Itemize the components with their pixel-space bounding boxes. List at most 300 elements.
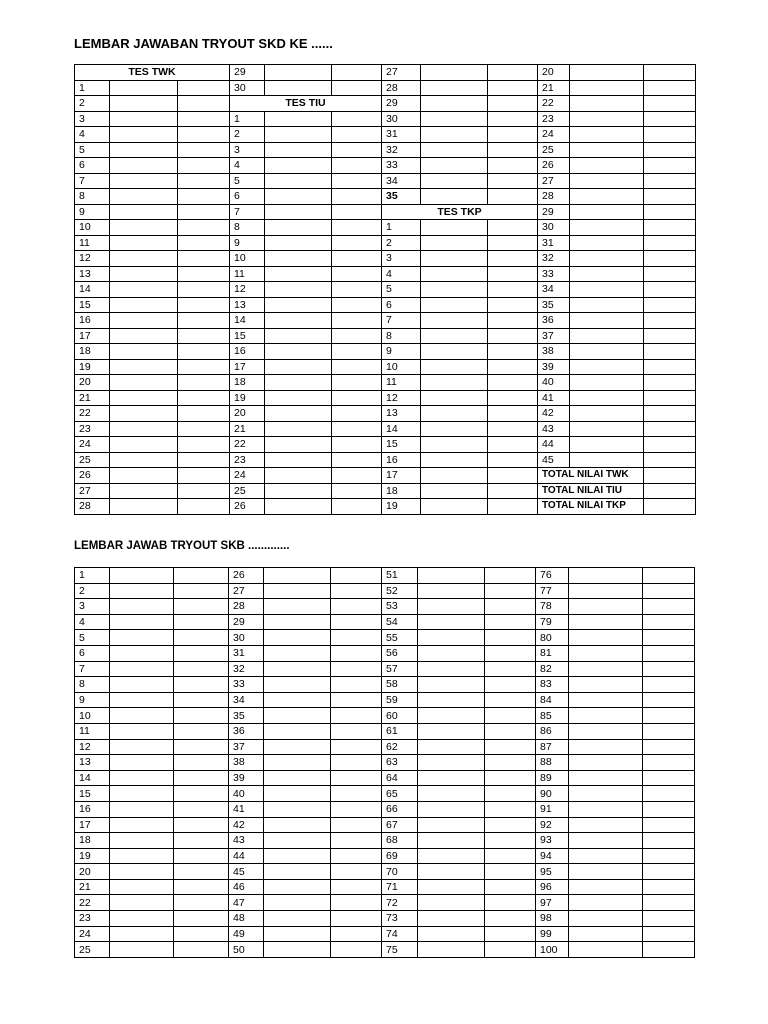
answer-cell[interactable]: [331, 630, 382, 646]
answer-cell[interactable]: [178, 297, 230, 313]
answer-cell[interactable]: [570, 406, 644, 422]
answer-cell[interactable]: [488, 65, 538, 81]
answer-cell[interactable]: [421, 328, 488, 344]
answer-cell[interactable]: [110, 483, 178, 499]
answer-cell[interactable]: [485, 630, 536, 646]
answer-cell[interactable]: [644, 235, 696, 251]
answer-cell[interactable]: [488, 282, 538, 298]
answer-cell[interactable]: [178, 406, 230, 422]
answer-cell[interactable]: [174, 661, 229, 677]
answer-cell[interactable]: [488, 421, 538, 437]
answer-cell[interactable]: [488, 266, 538, 282]
answer-cell[interactable]: [418, 723, 485, 739]
answer-cell[interactable]: [488, 297, 538, 313]
answer-cell[interactable]: [485, 677, 536, 693]
answer-cell[interactable]: [110, 661, 174, 677]
answer-cell[interactable]: [643, 630, 695, 646]
answer-cell[interactable]: [332, 111, 382, 127]
answer-cell[interactable]: [643, 895, 695, 911]
answer-cell[interactable]: [265, 499, 332, 515]
answer-cell[interactable]: [488, 359, 538, 375]
answer-cell[interactable]: [488, 328, 538, 344]
answer-cell[interactable]: [569, 583, 643, 599]
answer-cell[interactable]: [418, 708, 485, 724]
answer-cell[interactable]: [643, 817, 695, 833]
answer-cell[interactable]: [421, 251, 488, 267]
answer-cell[interactable]: [110, 390, 178, 406]
answer-cell[interactable]: [569, 723, 643, 739]
answer-cell[interactable]: [331, 879, 382, 895]
answer-cell[interactable]: [178, 390, 230, 406]
answer-cell[interactable]: [174, 801, 229, 817]
answer-cell[interactable]: [569, 895, 643, 911]
answer-cell[interactable]: [644, 375, 696, 391]
answer-cell[interactable]: [421, 468, 488, 484]
answer-cell[interactable]: [178, 282, 230, 298]
answer-cell[interactable]: [643, 755, 695, 771]
answer-cell[interactable]: [332, 251, 382, 267]
answer-cell[interactable]: [644, 282, 696, 298]
answer-cell[interactable]: [265, 359, 332, 375]
answer-cell[interactable]: [485, 661, 536, 677]
answer-cell[interactable]: [332, 406, 382, 422]
answer-cell[interactable]: [332, 297, 382, 313]
answer-cell[interactable]: [332, 468, 382, 484]
answer-cell[interactable]: [488, 375, 538, 391]
answer-cell[interactable]: [570, 80, 644, 96]
answer-cell[interactable]: [178, 359, 230, 375]
answer-cell[interactable]: [110, 359, 178, 375]
answer-cell[interactable]: [418, 692, 485, 708]
answer-cell[interactable]: [421, 452, 488, 468]
answer-cell[interactable]: [110, 375, 178, 391]
answer-cell[interactable]: [644, 80, 696, 96]
answer-cell[interactable]: [488, 96, 538, 112]
answer-cell[interactable]: [421, 127, 488, 143]
answer-cell[interactable]: [570, 189, 644, 205]
answer-cell[interactable]: [110, 421, 178, 437]
answer-cell[interactable]: [178, 421, 230, 437]
answer-cell[interactable]: [570, 313, 644, 329]
answer-cell[interactable]: [265, 111, 332, 127]
answer-cell[interactable]: [488, 142, 538, 158]
answer-cell[interactable]: [644, 189, 696, 205]
answer-cell[interactable]: [264, 942, 331, 958]
answer-cell[interactable]: [174, 568, 229, 584]
answer-cell[interactable]: [421, 390, 488, 406]
answer-cell[interactable]: [569, 708, 643, 724]
answer-cell[interactable]: [331, 911, 382, 927]
answer-cell[interactable]: [174, 786, 229, 802]
answer-cell[interactable]: [421, 266, 488, 282]
answer-cell[interactable]: [485, 568, 536, 584]
answer-cell[interactable]: [569, 661, 643, 677]
answer-cell[interactable]: [643, 848, 695, 864]
answer-cell[interactable]: [265, 65, 332, 81]
answer-cell[interactable]: [265, 468, 332, 484]
answer-cell[interactable]: [644, 142, 696, 158]
answer-cell[interactable]: [570, 452, 644, 468]
answer-cell[interactable]: [174, 864, 229, 880]
answer-cell[interactable]: [331, 848, 382, 864]
answer-cell[interactable]: [174, 614, 229, 630]
answer-cell[interactable]: [265, 204, 332, 220]
answer-cell[interactable]: [110, 406, 178, 422]
answer-cell[interactable]: [265, 452, 332, 468]
answer-cell[interactable]: [569, 739, 643, 755]
answer-cell[interactable]: [644, 452, 696, 468]
answer-cell[interactable]: [570, 375, 644, 391]
answer-cell[interactable]: [644, 421, 696, 437]
answer-cell[interactable]: [485, 879, 536, 895]
answer-cell[interactable]: [569, 786, 643, 802]
answer-cell[interactable]: [644, 251, 696, 267]
answer-cell[interactable]: [570, 437, 644, 453]
answer-cell[interactable]: [488, 468, 538, 484]
answer-cell[interactable]: [332, 328, 382, 344]
answer-cell[interactable]: [332, 266, 382, 282]
answer-cell[interactable]: [418, 630, 485, 646]
answer-cell[interactable]: [331, 568, 382, 584]
answer-cell[interactable]: [110, 723, 174, 739]
answer-cell[interactable]: [488, 499, 538, 515]
answer-cell[interactable]: [421, 111, 488, 127]
answer-cell[interactable]: [485, 692, 536, 708]
answer-cell[interactable]: [265, 437, 332, 453]
answer-cell[interactable]: [331, 833, 382, 849]
answer-cell[interactable]: [110, 96, 178, 112]
answer-cell[interactable]: [331, 677, 382, 693]
answer-cell[interactable]: [643, 568, 695, 584]
answer-cell[interactable]: [418, 568, 485, 584]
answer-cell[interactable]: [421, 344, 488, 360]
answer-cell[interactable]: [488, 483, 538, 499]
answer-cell[interactable]: [644, 499, 696, 515]
answer-cell[interactable]: [569, 817, 643, 833]
answer-cell[interactable]: [265, 483, 332, 499]
answer-cell[interactable]: [174, 911, 229, 927]
answer-cell[interactable]: [644, 127, 696, 143]
answer-cell[interactable]: [488, 390, 538, 406]
answer-cell[interactable]: [110, 568, 174, 584]
answer-cell[interactable]: [110, 158, 178, 174]
answer-cell[interactable]: [264, 911, 331, 927]
answer-cell[interactable]: [421, 189, 488, 205]
answer-cell[interactable]: [643, 942, 695, 958]
answer-cell[interactable]: [421, 235, 488, 251]
answer-cell[interactable]: [418, 926, 485, 942]
answer-cell[interactable]: [178, 483, 230, 499]
answer-cell[interactable]: [485, 770, 536, 786]
answer-cell[interactable]: [570, 251, 644, 267]
answer-cell[interactable]: [418, 661, 485, 677]
answer-cell[interactable]: [331, 692, 382, 708]
answer-cell[interactable]: [110, 111, 178, 127]
answer-cell[interactable]: [331, 801, 382, 817]
answer-cell[interactable]: [174, 692, 229, 708]
answer-cell[interactable]: [264, 614, 331, 630]
answer-cell[interactable]: [265, 251, 332, 267]
answer-cell[interactable]: [569, 911, 643, 927]
answer-cell[interactable]: [178, 452, 230, 468]
answer-cell[interactable]: [485, 801, 536, 817]
answer-cell[interactable]: [332, 483, 382, 499]
answer-cell[interactable]: [488, 220, 538, 236]
answer-cell[interactable]: [174, 630, 229, 646]
answer-cell[interactable]: [421, 359, 488, 375]
answer-cell[interactable]: [421, 96, 488, 112]
answer-cell[interactable]: [264, 630, 331, 646]
answer-cell[interactable]: [570, 111, 644, 127]
answer-cell[interactable]: [421, 142, 488, 158]
answer-cell[interactable]: [643, 645, 695, 661]
answer-cell[interactable]: [488, 406, 538, 422]
answer-cell[interactable]: [331, 723, 382, 739]
answer-cell[interactable]: [110, 677, 174, 693]
answer-cell[interactable]: [110, 770, 174, 786]
answer-cell[interactable]: [264, 739, 331, 755]
answer-cell[interactable]: [110, 801, 174, 817]
answer-cell[interactable]: [569, 833, 643, 849]
answer-cell[interactable]: [264, 817, 331, 833]
answer-cell[interactable]: [331, 645, 382, 661]
answer-cell[interactable]: [110, 911, 174, 927]
answer-cell[interactable]: [174, 817, 229, 833]
answer-cell[interactable]: [570, 390, 644, 406]
answer-cell[interactable]: [485, 848, 536, 864]
answer-cell[interactable]: [644, 390, 696, 406]
answer-cell[interactable]: [264, 708, 331, 724]
answer-cell[interactable]: [488, 313, 538, 329]
answer-cell[interactable]: [570, 421, 644, 437]
answer-cell[interactable]: [110, 173, 178, 189]
answer-cell[interactable]: [332, 437, 382, 453]
answer-cell[interactable]: [488, 437, 538, 453]
answer-cell[interactable]: [110, 468, 178, 484]
answer-cell[interactable]: [421, 220, 488, 236]
answer-cell[interactable]: [264, 723, 331, 739]
answer-cell[interactable]: [178, 328, 230, 344]
answer-cell[interactable]: [418, 770, 485, 786]
answer-cell[interactable]: [265, 406, 332, 422]
answer-cell[interactable]: [332, 158, 382, 174]
answer-cell[interactable]: [110, 452, 178, 468]
answer-cell[interactable]: [332, 80, 382, 96]
answer-cell[interactable]: [643, 833, 695, 849]
answer-cell[interactable]: [643, 801, 695, 817]
answer-cell[interactable]: [570, 344, 644, 360]
answer-cell[interactable]: [110, 739, 174, 755]
answer-cell[interactable]: [570, 65, 644, 81]
answer-cell[interactable]: [418, 583, 485, 599]
answer-cell[interactable]: [644, 96, 696, 112]
answer-cell[interactable]: [110, 926, 174, 942]
answer-cell[interactable]: [488, 235, 538, 251]
answer-cell[interactable]: [485, 723, 536, 739]
answer-cell[interactable]: [331, 614, 382, 630]
answer-cell[interactable]: [110, 708, 174, 724]
answer-cell[interactable]: [488, 173, 538, 189]
answer-cell[interactable]: [485, 833, 536, 849]
answer-cell[interactable]: [332, 189, 382, 205]
answer-cell[interactable]: [332, 127, 382, 143]
answer-cell[interactable]: [178, 173, 230, 189]
answer-cell[interactable]: [644, 437, 696, 453]
answer-cell[interactable]: [178, 220, 230, 236]
answer-cell[interactable]: [264, 583, 331, 599]
answer-cell[interactable]: [569, 926, 643, 942]
answer-cell[interactable]: [569, 864, 643, 880]
answer-cell[interactable]: [264, 926, 331, 942]
answer-cell[interactable]: [421, 313, 488, 329]
answer-cell[interactable]: [110, 864, 174, 880]
answer-cell[interactable]: [421, 158, 488, 174]
answer-cell[interactable]: [418, 599, 485, 615]
answer-cell[interactable]: [418, 895, 485, 911]
answer-cell[interactable]: [174, 645, 229, 661]
answer-cell[interactable]: [331, 895, 382, 911]
answer-cell[interactable]: [178, 158, 230, 174]
answer-cell[interactable]: [265, 189, 332, 205]
answer-cell[interactable]: [178, 80, 230, 96]
answer-cell[interactable]: [644, 297, 696, 313]
answer-cell[interactable]: [110, 848, 174, 864]
answer-cell[interactable]: [331, 755, 382, 771]
answer-cell[interactable]: [418, 942, 485, 958]
answer-cell[interactable]: [643, 911, 695, 927]
answer-cell[interactable]: [418, 801, 485, 817]
answer-cell[interactable]: [643, 614, 695, 630]
answer-cell[interactable]: [265, 282, 332, 298]
answer-cell[interactable]: [418, 848, 485, 864]
answer-cell[interactable]: [485, 942, 536, 958]
answer-cell[interactable]: [570, 297, 644, 313]
answer-cell[interactable]: [110, 786, 174, 802]
answer-cell[interactable]: [265, 313, 332, 329]
answer-cell[interactable]: [110, 282, 178, 298]
answer-cell[interactable]: [644, 111, 696, 127]
answer-cell[interactable]: [570, 158, 644, 174]
answer-cell[interactable]: [569, 645, 643, 661]
answer-cell[interactable]: [178, 235, 230, 251]
answer-cell[interactable]: [643, 723, 695, 739]
answer-cell[interactable]: [418, 911, 485, 927]
answer-cell[interactable]: [569, 568, 643, 584]
answer-cell[interactable]: [488, 158, 538, 174]
answer-cell[interactable]: [644, 266, 696, 282]
answer-cell[interactable]: [488, 251, 538, 267]
answer-cell[interactable]: [264, 801, 331, 817]
answer-cell[interactable]: [331, 817, 382, 833]
answer-cell[interactable]: [570, 282, 644, 298]
answer-cell[interactable]: [644, 483, 696, 499]
answer-cell[interactable]: [644, 313, 696, 329]
answer-cell[interactable]: [174, 942, 229, 958]
answer-cell[interactable]: [331, 583, 382, 599]
answer-cell[interactable]: [570, 127, 644, 143]
answer-cell[interactable]: [174, 833, 229, 849]
answer-cell[interactable]: [110, 614, 174, 630]
answer-cell[interactable]: [331, 926, 382, 942]
answer-cell[interactable]: [569, 879, 643, 895]
answer-cell[interactable]: [178, 437, 230, 453]
answer-cell[interactable]: [418, 645, 485, 661]
answer-cell[interactable]: [265, 328, 332, 344]
answer-cell[interactable]: [174, 770, 229, 786]
answer-cell[interactable]: [570, 235, 644, 251]
answer-cell[interactable]: [110, 142, 178, 158]
answer-cell[interactable]: [569, 770, 643, 786]
answer-cell[interactable]: [264, 879, 331, 895]
answer-cell[interactable]: [174, 895, 229, 911]
answer-cell[interactable]: [174, 848, 229, 864]
answer-cell[interactable]: [264, 833, 331, 849]
answer-cell[interactable]: [178, 189, 230, 205]
answer-cell[interactable]: [418, 677, 485, 693]
answer-cell[interactable]: [178, 468, 230, 484]
answer-cell[interactable]: [569, 599, 643, 615]
answer-cell[interactable]: [174, 583, 229, 599]
answer-cell[interactable]: [178, 266, 230, 282]
answer-cell[interactable]: [174, 755, 229, 771]
answer-cell[interactable]: [178, 344, 230, 360]
answer-cell[interactable]: [264, 568, 331, 584]
answer-cell[interactable]: [418, 614, 485, 630]
answer-cell[interactable]: [421, 437, 488, 453]
answer-cell[interactable]: [418, 739, 485, 755]
answer-cell[interactable]: [264, 599, 331, 615]
answer-cell[interactable]: [331, 661, 382, 677]
answer-cell[interactable]: [643, 864, 695, 880]
answer-cell[interactable]: [570, 204, 644, 220]
answer-cell[interactable]: [485, 599, 536, 615]
answer-cell[interactable]: [418, 833, 485, 849]
answer-cell[interactable]: [485, 895, 536, 911]
answer-cell[interactable]: [421, 80, 488, 96]
answer-cell[interactable]: [110, 755, 174, 771]
answer-cell[interactable]: [110, 879, 174, 895]
answer-cell[interactable]: [570, 96, 644, 112]
answer-cell[interactable]: [332, 390, 382, 406]
answer-cell[interactable]: [332, 499, 382, 515]
answer-cell[interactable]: [265, 235, 332, 251]
answer-cell[interactable]: [110, 645, 174, 661]
answer-cell[interactable]: [644, 204, 696, 220]
answer-cell[interactable]: [421, 173, 488, 189]
answer-cell[interactable]: [569, 630, 643, 646]
answer-cell[interactable]: [485, 786, 536, 802]
answer-cell[interactable]: [110, 437, 178, 453]
answer-cell[interactable]: [264, 864, 331, 880]
answer-cell[interactable]: [110, 220, 178, 236]
answer-cell[interactable]: [570, 359, 644, 375]
answer-cell[interactable]: [643, 879, 695, 895]
answer-cell[interactable]: [569, 848, 643, 864]
answer-cell[interactable]: [644, 173, 696, 189]
answer-cell[interactable]: [264, 661, 331, 677]
answer-cell[interactable]: [421, 375, 488, 391]
answer-cell[interactable]: [178, 251, 230, 267]
answer-cell[interactable]: [421, 483, 488, 499]
answer-cell[interactable]: [174, 708, 229, 724]
answer-cell[interactable]: [569, 755, 643, 771]
answer-cell[interactable]: [644, 220, 696, 236]
answer-cell[interactable]: [485, 817, 536, 833]
answer-cell[interactable]: [421, 406, 488, 422]
answer-cell[interactable]: [485, 645, 536, 661]
answer-cell[interactable]: [643, 599, 695, 615]
answer-cell[interactable]: [488, 111, 538, 127]
